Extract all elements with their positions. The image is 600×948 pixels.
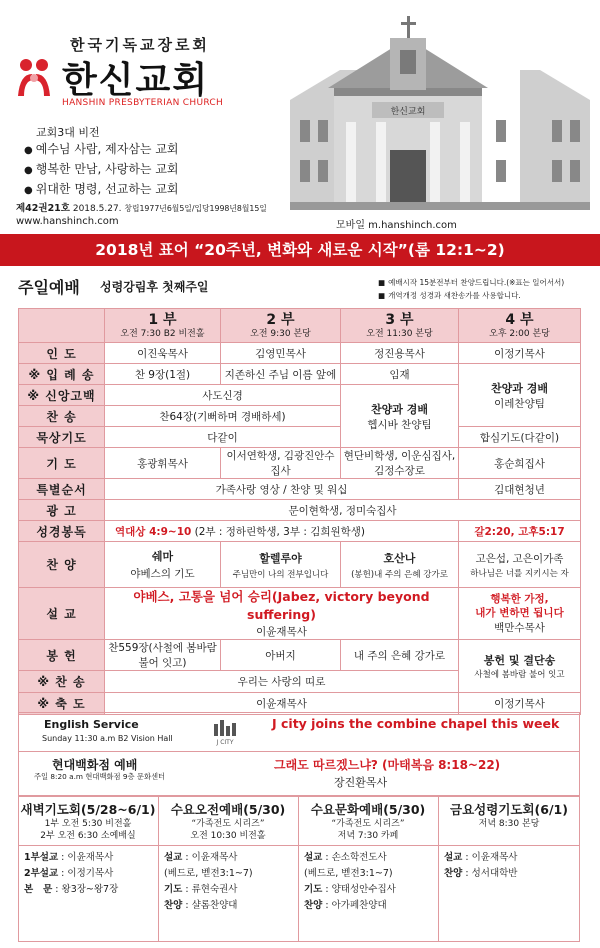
weekly-service-row: 본 문 : 왕3장~왕7장 <box>24 884 119 895</box>
department-service-time: 주일 8:20 a.m 현대백화점 9층 문화센터 <box>34 772 166 781</box>
table-cell: 문이현학생, 정미숙집사 <box>105 500 581 521</box>
divider <box>18 845 580 846</box>
worship-note: ■ 개역개정 성경과 새찬송가를 사용합니다. <box>378 289 564 302</box>
j-city-logo-icon <box>208 716 242 746</box>
church-building-image <box>290 10 590 210</box>
vision-list <box>24 140 179 200</box>
weekly-service-time: 오전 10:30 비전홀 <box>190 831 266 841</box>
table-cell: 정진용목사 <box>341 343 459 364</box>
row-label: 기 도 <box>19 448 105 479</box>
weekly-service-title: 수요문화예배(5/30) <box>310 802 426 817</box>
weekly-service-series: “가족전도 시리즈” <box>191 819 265 829</box>
weekly-service-row: 찬양 : 성서대학반 <box>444 868 518 879</box>
sermon-4-title: 행복한 가정, <box>490 593 549 605</box>
row-label: 인 도 <box>19 343 105 364</box>
choir-name: 호산나 <box>383 551 416 565</box>
weekly-service-row: 2부설교 : 이정기목사 <box>24 868 114 879</box>
scripture-verse: 역대상 4:9~10 <box>115 525 192 538</box>
church-name: 한신교회 <box>62 60 210 101</box>
choir-name: 할렐루야 <box>259 551 302 565</box>
divider <box>18 751 580 752</box>
table-row <box>19 588 581 640</box>
table-cell: 이정기목사 <box>459 693 581 715</box>
table-cell: 가족사랑 영상 / 찬양 및 워십 <box>105 479 459 500</box>
table-cell: 내 주의 은혜 강가로 <box>341 640 459 671</box>
praise-team: 이레찬양팀 <box>494 397 545 410</box>
table-cell: 김대현청년 <box>459 479 581 500</box>
vision-item: ● 행복한 만남, 사랑하는 교회 <box>24 160 179 180</box>
building-sign: 한신교회 <box>390 107 426 117</box>
choir-song: 야베스의 기도 <box>130 568 195 580</box>
weekly-service-row: 설교 : 손소학전도사 <box>304 852 387 863</box>
table-cell <box>105 588 459 640</box>
praise-title: 찬양과 경배 <box>491 381 548 395</box>
weekly-service-row: 설교 : 이윤재목사 <box>164 852 238 863</box>
choir-name: 쉐마 <box>151 550 174 563</box>
weekly-service-row: (베드로, 벧전3:1~7) <box>164 868 253 879</box>
scripture-readers: (2부 : 정하린학생, 3부 : 김희원학생) <box>194 525 366 538</box>
weekly-service-row: 1부설교 : 이윤재목사 <box>24 852 114 863</box>
sermon-4-title: 내가 변하면 됩니다 <box>475 607 564 619</box>
table-cell: 사도신경 <box>105 385 341 406</box>
denomination: 한국기독교장로회 <box>70 36 210 54</box>
offering-title: 봉헌 및 결단송 <box>483 654 556 667</box>
table-row <box>19 640 581 671</box>
department-sermon-title: 그래도 따르겠느냐? (마태복음 8:18~22) <box>274 758 501 772</box>
row-label: 찬 송 <box>19 406 105 427</box>
table-cell: 찬64장(기뻐하며 경배하세) <box>105 406 341 427</box>
weekly-service-time: 저녁 8:30 본당 <box>478 819 540 829</box>
table-header-row <box>19 309 581 343</box>
choir-song: (봉헌)내 주의 은혜 강가로 <box>351 569 448 580</box>
sermon-title: 야베스, 고통을 넘어 승리(Jabez, victory beyond suffering) <box>133 589 430 622</box>
table-cell: 지존하신 주님 이름 앞에 <box>221 364 341 385</box>
website-link[interactable]: www.hanshinch.com <box>16 216 119 227</box>
vision-title: 교회3대 비전 <box>36 126 100 139</box>
table-cell: 이정기목사 <box>459 343 581 364</box>
table-cell: 임재 <box>341 364 459 385</box>
mobile-link[interactable]: 모바일 m.hanshinch.com <box>336 220 457 231</box>
row-label: 찬 양 <box>19 542 105 588</box>
choir-song: 하나님은 너를 지키시는 자 <box>470 568 569 579</box>
weekly-service-title: 새벽기도회(5/28~6/1) <box>20 802 156 817</box>
corner-cell <box>19 309 105 343</box>
worship-notes <box>378 276 564 302</box>
table-cell <box>105 542 221 588</box>
table-row <box>19 448 581 479</box>
table-cell: 합심기도(다같이) <box>459 427 581 448</box>
english-service-message: J city joins the combine chapel this week <box>272 716 560 731</box>
yearly-motto-banner: 2018년 표어 “20주년, 변화와 새로운 시작”(롬 12:1~2) <box>0 234 600 266</box>
table-row <box>19 479 581 500</box>
issue-date: 2018.5.27. <box>72 204 122 214</box>
table-cell: 홍광휘목사 <box>105 448 221 479</box>
table-cell: 이진욱목사 <box>105 343 221 364</box>
table-cell <box>221 542 341 588</box>
weekly-service-time: 2부 오전 6:30 소예배실 <box>40 831 136 841</box>
table-row <box>19 521 581 542</box>
bulletin-header <box>0 0 600 233</box>
church-name-en: HANSHIN PRESBYTERIAN CHURCH <box>62 98 224 108</box>
praise-team: 헵시바 찬양팀 <box>367 418 432 431</box>
table-row <box>19 364 581 385</box>
table-cell <box>459 588 581 640</box>
row-label: ※ 신앙고백 <box>19 385 105 406</box>
vision-item: ● 예수님 사람, 제자삼는 교회 <box>24 140 179 160</box>
vision-item: ● 위대한 명령, 선교하는 교회 <box>24 180 179 200</box>
offering-song: 사철에 봄바람 불어 잇고 <box>474 670 565 680</box>
table-cell: 다같이 <box>105 427 341 448</box>
weekly-service-series: “가족전도 시리즈” <box>331 819 405 829</box>
weekly-service-title: 금요성령기도회(6/1) <box>450 802 568 817</box>
department-preacher: 장진환목사 <box>334 776 388 789</box>
service-1-header: 1 부 오전 7:30 B2 비전홀 <box>105 309 221 343</box>
table-cell <box>459 542 581 588</box>
sunday-worship-subtitle: 성령강림후 첫째주일 <box>100 280 209 294</box>
weekly-service-row: 찬양 : 샬롬찬양대 <box>164 900 238 911</box>
sunday-worship-table <box>18 308 581 715</box>
row-label: 묵상기도 <box>19 427 105 448</box>
row-label: ※ 찬 송 <box>19 671 105 693</box>
table-cell: 현단비학생, 이운심집사, 김정수장로 <box>341 448 459 479</box>
praise-title: 찬양과 경배 <box>371 402 428 416</box>
weekly-service-time: 저녁 7:30 카페 <box>337 831 399 841</box>
english-service-title: English Service <box>44 718 139 731</box>
row-label: 봉 헌 <box>19 640 105 671</box>
row-label: ※ 입 례 송 <box>19 364 105 385</box>
service-2-header: 2 부 오전 9:30 본당 <box>221 309 341 343</box>
table-row <box>19 500 581 521</box>
table-cell: 아버지 <box>221 640 341 671</box>
weekly-service-row: 기도 : 양태성안수집사 <box>304 884 396 895</box>
weekly-service-time: 1부 오전 5:30 비전홀 <box>44 819 132 829</box>
weekly-service-row: 기도 : 류현숙권사 <box>164 884 238 895</box>
table-cell <box>459 364 581 427</box>
svg-text:J CITY: J CITY <box>216 739 234 746</box>
choir-name: 고은섭, 고은이가족 <box>475 552 564 565</box>
table-cell: 갈2:20, 고후5:17 <box>459 521 581 542</box>
table-cell: 이윤재목사 <box>105 693 459 715</box>
row-label: 특별순서 <box>19 479 105 500</box>
sermon-preacher: 이윤재목사 <box>256 626 307 638</box>
founded-info: 창립1977년6월5일/입당1998년8월15일 <box>124 204 267 213</box>
service-3-header: 3 부 오전 11:30 본당 <box>341 309 459 343</box>
weekly-service-row: (베드로, 벧전3:1~7) <box>304 868 393 879</box>
church-logo-icon <box>14 56 54 100</box>
english-service-time: Sunday 11:30 a.m B2 Vision Hall <box>42 734 173 743</box>
table-row <box>19 427 581 448</box>
table-cell <box>341 542 459 588</box>
sermon-4-preacher: 백만수목사 <box>494 622 545 634</box>
sunday-worship-title: 주일예배 <box>18 278 80 297</box>
row-label: 성경봉독 <box>19 521 105 542</box>
table-row <box>19 542 581 588</box>
table-cell: 홍순희집사 <box>459 448 581 479</box>
choir-song: 주님만이 나의 전부입니다 <box>232 569 329 580</box>
table-cell: 이서연학생, 김광진안수집사 <box>221 448 341 479</box>
table-cell: 우리는 사랑의 띠로 <box>105 671 459 693</box>
table-cell: 찬 9장(1절) <box>105 364 221 385</box>
row-label: 설 교 <box>19 588 105 640</box>
issue-number: 제42권21호 <box>16 203 70 214</box>
service-4-header: 4 부 오후 2:00 본당 <box>459 309 581 343</box>
row-label: ※ 축 도 <box>19 693 105 715</box>
issue-info <box>16 200 267 214</box>
department-service-title: 현대백화점 예배 <box>52 758 138 772</box>
table-cell: 찬559장(사철에 봄바람 불어 잇고) <box>105 640 221 671</box>
table-cell <box>459 640 581 693</box>
table-row <box>19 343 581 364</box>
weekly-service-row: 찬양 : 아가페찬양대 <box>304 900 387 911</box>
table-cell: 김영민목사 <box>221 343 341 364</box>
table-cell <box>341 385 459 448</box>
row-label: 광 고 <box>19 500 105 521</box>
weekly-service-title: 수요오전예배(5/30) <box>170 802 286 817</box>
weekly-service-row: 설교 : 이윤재목사 <box>444 852 518 863</box>
worship-note: ■ 예배시작 15분전부터 찬양드립니다.(※표는 일어서서) <box>378 276 564 289</box>
table-cell <box>105 521 459 542</box>
